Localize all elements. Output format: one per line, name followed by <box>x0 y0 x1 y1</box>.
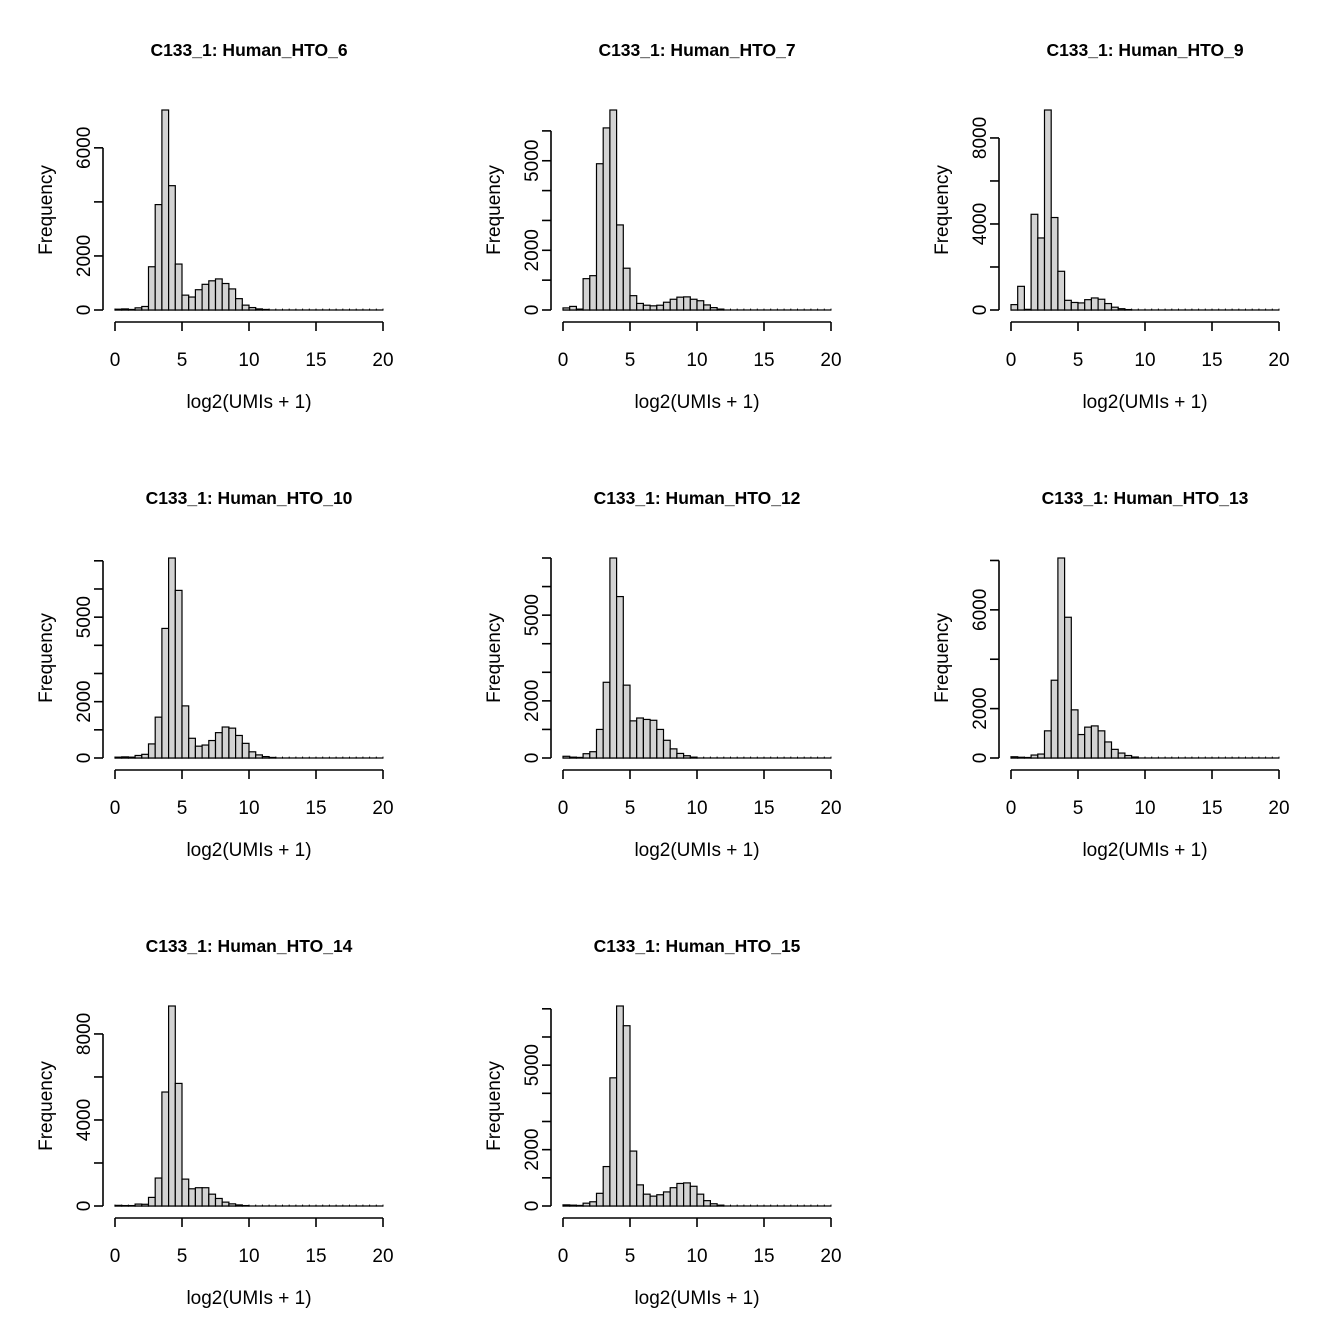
x-tick-label: 20 <box>820 1246 842 1267</box>
histogram-bar <box>115 309 122 310</box>
histogram-human-hto-10 <box>0 448 448 896</box>
histogram-bar <box>209 1194 216 1206</box>
x-tick-label: 20 <box>820 350 842 371</box>
histogram-bar <box>590 1202 597 1206</box>
x-tick-label: 10 <box>686 1246 708 1267</box>
x-tick-label: 20 <box>372 798 394 819</box>
x-tick-label: 0 <box>557 350 569 371</box>
x-tick-label: 20 <box>372 350 394 371</box>
histogram-bar <box>222 284 229 310</box>
histogram-bar <box>576 757 583 758</box>
histogram-bar <box>1058 558 1065 758</box>
x-axis-title: log2(UMIs + 1) <box>1082 840 1208 861</box>
x-axis-title: log2(UMIs + 1) <box>634 1288 760 1309</box>
histogram-bar <box>657 305 664 310</box>
histogram-bar <box>617 225 624 310</box>
histogram-bar <box>128 309 135 310</box>
histogram-bar <box>149 1197 156 1206</box>
histogram-bar <box>135 1204 142 1206</box>
panel-title: C133_1: Human_HTO_13 <box>1041 488 1249 508</box>
histogram-bar <box>630 1151 637 1206</box>
histogram-bar <box>563 308 570 310</box>
y-axis-title: Frequency <box>484 613 505 703</box>
histogram-bar <box>576 1205 583 1206</box>
histogram-bar <box>697 1194 704 1206</box>
y-tick-label: 5000 <box>522 139 543 182</box>
y-tick-label: 5000 <box>522 594 543 637</box>
histogram-human-hto-13 <box>896 448 1344 896</box>
histogram-bar <box>142 306 149 310</box>
histogram-bar <box>155 205 162 310</box>
panel-title: C133_1: Human_HTO_7 <box>598 40 796 60</box>
histogram-panel-human-hto-13 <box>896 448 1344 896</box>
histogram-bar <box>149 744 156 758</box>
histogram-bar <box>122 309 129 310</box>
histogram-bar <box>684 1183 691 1206</box>
x-tick-label: 15 <box>305 350 327 371</box>
histogram-bar <box>597 729 604 758</box>
histogram-bar <box>617 1006 624 1206</box>
histogram-panel-human-hto-12 <box>448 448 896 896</box>
histogram-bar <box>650 306 657 310</box>
histogram-bar <box>1058 271 1065 310</box>
histogram-bar <box>704 305 711 310</box>
histogram-bar <box>1078 735 1085 758</box>
histogram-bar <box>570 757 577 758</box>
x-tick-label: 20 <box>820 798 842 819</box>
histogram-bar <box>563 756 570 758</box>
histogram-bar <box>256 755 263 758</box>
x-tick-label: 0 <box>109 798 121 819</box>
x-tick-label: 10 <box>686 798 708 819</box>
histogram-bar <box>657 1195 664 1206</box>
x-tick-label: 15 <box>305 1246 327 1267</box>
y-tick-label: 0 <box>74 1200 95 1212</box>
x-tick-label: 10 <box>1134 798 1156 819</box>
y-axis-title: Frequency <box>932 613 953 703</box>
x-tick-label: 10 <box>238 798 260 819</box>
histogram-bar <box>576 309 583 310</box>
histogram-bar <box>242 305 249 310</box>
histogram-bar <box>717 309 724 310</box>
y-axis-title: Frequency <box>36 1061 57 1151</box>
panel-title: C133_1: Human_HTO_9 <box>1046 40 1244 60</box>
histogram-bar <box>617 597 624 758</box>
histogram-bar <box>597 1193 604 1206</box>
x-tick-label: 0 <box>1005 350 1017 371</box>
histogram-bar <box>162 1092 169 1206</box>
empty-cell <box>896 896 1344 1344</box>
panel-title: C133_1: Human_HTO_12 <box>593 488 801 508</box>
histogram-bar <box>623 685 630 758</box>
y-tick-label: 4000 <box>74 1098 95 1142</box>
histogram-panel-human-hto-10 <box>0 448 448 896</box>
y-tick-label: 0 <box>74 304 95 316</box>
histogram-bar <box>249 308 256 310</box>
panel-title: C133_1: Human_HTO_15 <box>593 936 801 956</box>
histogram-bar <box>216 733 223 758</box>
histogram-bar <box>262 309 269 310</box>
histogram-bar <box>256 309 263 310</box>
x-tick-label: 15 <box>753 350 775 371</box>
x-tick-label: 10 <box>686 350 708 371</box>
histogram-bar <box>155 717 162 758</box>
histogram-bar <box>209 741 216 758</box>
x-tick-label: 15 <box>305 798 327 819</box>
histogram-bar <box>1065 300 1072 310</box>
x-tick-label: 20 <box>1268 798 1290 819</box>
histogram-bar <box>236 735 243 758</box>
histogram-bar <box>242 743 249 758</box>
histogram-bar <box>1112 749 1119 758</box>
histogram-bar <box>684 297 691 310</box>
histogram-bar <box>583 1203 590 1206</box>
y-tick-label: 8000 <box>74 1012 95 1056</box>
histogram-bar <box>643 305 650 310</box>
histogram-bar <box>570 1205 577 1206</box>
histogram-bar <box>650 720 657 758</box>
y-tick-label: 6000 <box>74 126 95 169</box>
histogram-bar <box>155 1178 162 1206</box>
histogram-bar <box>677 1183 684 1206</box>
x-tick-label: 15 <box>753 1246 775 1267</box>
histogram-bar <box>128 757 135 758</box>
histogram-bar <box>623 1026 630 1206</box>
histogram-bar <box>704 1201 711 1206</box>
histogram-bar <box>643 719 650 758</box>
y-tick-label: 0 <box>522 752 543 764</box>
x-tick-label: 0 <box>557 1246 569 1267</box>
histogram-bar <box>189 297 196 310</box>
x-tick-label: 15 <box>753 798 775 819</box>
x-axis-title: log2(UMIs + 1) <box>186 1288 312 1309</box>
histogram-bar <box>1038 754 1045 758</box>
histogram-bar <box>670 299 677 310</box>
histogram-bar <box>236 299 243 310</box>
histogram-bar <box>169 1006 176 1206</box>
y-tick-label: 2000 <box>522 679 543 722</box>
y-tick-label: 5000 <box>522 1044 543 1087</box>
histogram-human-hto-9 <box>896 0 1344 448</box>
histogram-bar <box>175 264 182 310</box>
histogram-bar <box>570 306 577 310</box>
histogram-bar <box>583 754 590 758</box>
histogram-bar <box>670 749 677 758</box>
histogram-bar <box>710 308 717 310</box>
histogram-bar <box>229 728 236 758</box>
histogram-bar <box>590 276 597 310</box>
y-tick-label: 2000 <box>522 1128 543 1171</box>
x-tick-label: 15 <box>1201 350 1223 371</box>
y-axis-title: Frequency <box>36 613 57 703</box>
histogram-bar <box>643 1194 650 1206</box>
x-tick-label: 0 <box>109 1246 121 1267</box>
histogram-bar <box>162 628 169 758</box>
y-tick-label: 0 <box>970 304 991 316</box>
histogram-bar <box>697 301 704 310</box>
histogram-bar <box>590 752 597 758</box>
x-tick-label: 5 <box>1072 798 1084 819</box>
y-tick-label: 0 <box>74 752 95 764</box>
histogram-bar <box>216 1198 223 1206</box>
histogram-bar <box>610 1078 617 1206</box>
histogram-bar <box>637 1185 644 1206</box>
histogram-bar <box>262 757 269 758</box>
histogram-bar <box>563 1205 570 1206</box>
x-axis-title: log2(UMIs + 1) <box>1082 392 1208 413</box>
histogram-bar <box>1118 309 1125 310</box>
histogram-bar <box>1031 214 1038 310</box>
histogram-bar <box>690 757 697 758</box>
histogram-bar <box>1018 286 1025 310</box>
histogram-bar <box>677 297 684 310</box>
histogram-bar <box>222 1202 229 1206</box>
x-tick-label: 5 <box>176 798 188 819</box>
histogram-panel-human-hto-7 <box>448 0 896 448</box>
histogram-bar <box>1024 309 1031 310</box>
histogram-bar <box>236 1205 243 1206</box>
y-tick-label: 5000 <box>74 596 95 639</box>
y-axis-title: Frequency <box>932 165 953 255</box>
histogram-bar <box>1018 757 1025 758</box>
x-tick-label: 0 <box>557 798 569 819</box>
histogram-panel-human-hto-15 <box>448 896 896 1344</box>
y-tick-label: 2000 <box>74 680 96 723</box>
histogram-bar <box>175 590 182 758</box>
x-tick-label: 5 <box>176 350 188 371</box>
histogram-human-hto-6 <box>0 0 448 448</box>
histogram-bar <box>1065 617 1072 758</box>
histogram-bar <box>1112 307 1119 310</box>
histogram-bar <box>1118 753 1125 758</box>
y-tick-label: 0 <box>522 1200 543 1212</box>
histogram-bar <box>603 682 610 758</box>
x-tick-label: 10 <box>238 1246 260 1267</box>
y-tick-label: 2000 <box>522 229 543 272</box>
histogram-bar <box>222 727 229 758</box>
histogram-bar <box>610 558 617 758</box>
histogram-bar <box>1085 300 1092 310</box>
histogram-bar <box>1132 757 1139 758</box>
panel-title: C133_1: Human_HTO_6 <box>150 40 348 60</box>
histogram-bar <box>603 1167 610 1206</box>
histogram-bar <box>1091 726 1098 758</box>
x-axis-title: log2(UMIs + 1) <box>634 392 760 413</box>
histogram-panel-human-hto-6 <box>0 0 448 448</box>
histogram-bar <box>209 281 216 310</box>
histogram-bar <box>202 745 209 758</box>
histogram-bar <box>1038 238 1045 310</box>
histogram-panel-human-hto-14 <box>0 896 448 1344</box>
histogram-bar <box>189 1189 196 1206</box>
histogram-bar <box>195 1188 202 1206</box>
histogram-bar <box>684 756 691 758</box>
histogram-bar <box>657 729 664 758</box>
x-tick-label: 20 <box>1268 350 1290 371</box>
histogram-bar <box>623 268 630 310</box>
histogram-bar <box>690 299 697 310</box>
histogram-human-hto-14 <box>0 896 448 1344</box>
histogram-human-hto-15 <box>448 896 896 1344</box>
histogram-bar <box>182 1179 189 1206</box>
histogram-bar <box>1091 298 1098 310</box>
histogram-bar <box>169 558 176 758</box>
histogram-bar <box>202 1188 209 1206</box>
x-tick-label: 5 <box>176 1246 188 1267</box>
x-tick-label: 10 <box>1134 350 1156 371</box>
y-axis-title: Frequency <box>484 165 505 255</box>
y-tick-label: 6000 <box>970 588 991 631</box>
histogram-bar <box>630 296 637 310</box>
histogram-bar <box>229 289 236 310</box>
y-tick-label: 0 <box>522 304 543 316</box>
x-tick-label: 5 <box>624 798 636 819</box>
x-tick-label: 20 <box>372 1246 394 1267</box>
histogram-bar <box>182 295 189 310</box>
histogram-bar <box>142 754 149 758</box>
histogram-bar <box>195 746 202 758</box>
histogram-bar <box>182 706 189 758</box>
histogram-bar <box>216 279 223 310</box>
histogram-bar <box>1098 299 1105 310</box>
histogram-bar <box>583 279 590 310</box>
histogram-bar <box>115 757 122 758</box>
histogram-bar <box>1011 305 1018 310</box>
histogram-bar <box>664 740 671 758</box>
x-axis-title: log2(UMIs + 1) <box>186 392 312 413</box>
y-tick-label: 0 <box>970 752 991 764</box>
histogram-bar <box>1125 756 1132 758</box>
x-tick-label: 0 <box>109 350 121 371</box>
histogram-bar <box>135 308 142 310</box>
x-tick-label: 15 <box>1201 798 1223 819</box>
histogram-bar <box>1011 757 1018 758</box>
histogram-bar <box>1105 304 1112 310</box>
histogram-panel-human-hto-9 <box>896 0 1344 448</box>
histogram-bar <box>637 303 644 310</box>
histogram-bar <box>1098 731 1105 758</box>
x-tick-label: 5 <box>624 1246 636 1267</box>
histogram-bar <box>1071 710 1078 758</box>
x-tick-label: 10 <box>238 350 260 371</box>
histogram-bar <box>690 1186 697 1206</box>
x-tick-label: 5 <box>624 350 636 371</box>
y-axis-title: Frequency <box>36 165 57 255</box>
histogram-bar <box>269 757 276 758</box>
y-axis-title: Frequency <box>484 1061 505 1151</box>
histogram-bar <box>597 164 604 310</box>
histogram-bar <box>603 128 610 310</box>
histogram-bar <box>169 186 176 310</box>
histogram-bar <box>664 1192 671 1206</box>
histogram-bar <box>1078 303 1085 310</box>
y-tick-label: 4000 <box>970 202 991 246</box>
histogram-bar <box>149 267 156 310</box>
histogram-bar <box>1105 742 1112 758</box>
histogram-bar <box>175 1083 182 1206</box>
y-tick-label: 8000 <box>970 116 991 160</box>
histogram-human-hto-7 <box>448 0 896 448</box>
histogram-bar <box>637 718 644 758</box>
x-tick-label: 0 <box>1005 798 1017 819</box>
histogram-bar <box>115 1205 122 1206</box>
histogram-bar <box>195 290 202 310</box>
histogram-bar <box>135 755 142 758</box>
histogram-bar <box>122 757 129 758</box>
histogram-bar <box>1045 110 1052 310</box>
histogram-bar <box>162 110 169 310</box>
histogram-bar <box>630 721 637 758</box>
histogram-bar <box>142 1204 149 1206</box>
x-tick-label: 5 <box>1072 350 1084 371</box>
x-axis-title: log2(UMIs + 1) <box>634 840 760 861</box>
panel-title: C133_1: Human_HTO_10 <box>145 488 353 508</box>
histogram-bar <box>229 1204 236 1206</box>
histogram-bar <box>670 1188 677 1206</box>
histogram-bar <box>1051 218 1058 310</box>
histogram-bar <box>1071 302 1078 310</box>
histogram-bar <box>202 284 209 310</box>
histogram-bar <box>664 302 671 310</box>
histogram-bar <box>189 738 196 758</box>
histogram-bar <box>1031 755 1038 758</box>
histogram-bar <box>249 752 256 758</box>
panel-title: C133_1: Human_HTO_14 <box>145 936 353 956</box>
histogram-bar <box>710 1204 717 1206</box>
histogram-bar <box>650 1196 657 1206</box>
histogram-bar <box>677 753 684 758</box>
histogram-bar <box>1085 727 1092 758</box>
y-tick-label: 2000 <box>74 234 95 278</box>
histogram-bar <box>1045 731 1052 758</box>
histogram-human-hto-12 <box>448 448 896 896</box>
histogram-bar <box>717 1205 724 1206</box>
histogram-bar <box>1051 680 1058 758</box>
y-tick-label: 2000 <box>970 687 991 730</box>
x-axis-title: log2(UMIs + 1) <box>186 840 312 861</box>
histogram-bar <box>610 110 617 310</box>
